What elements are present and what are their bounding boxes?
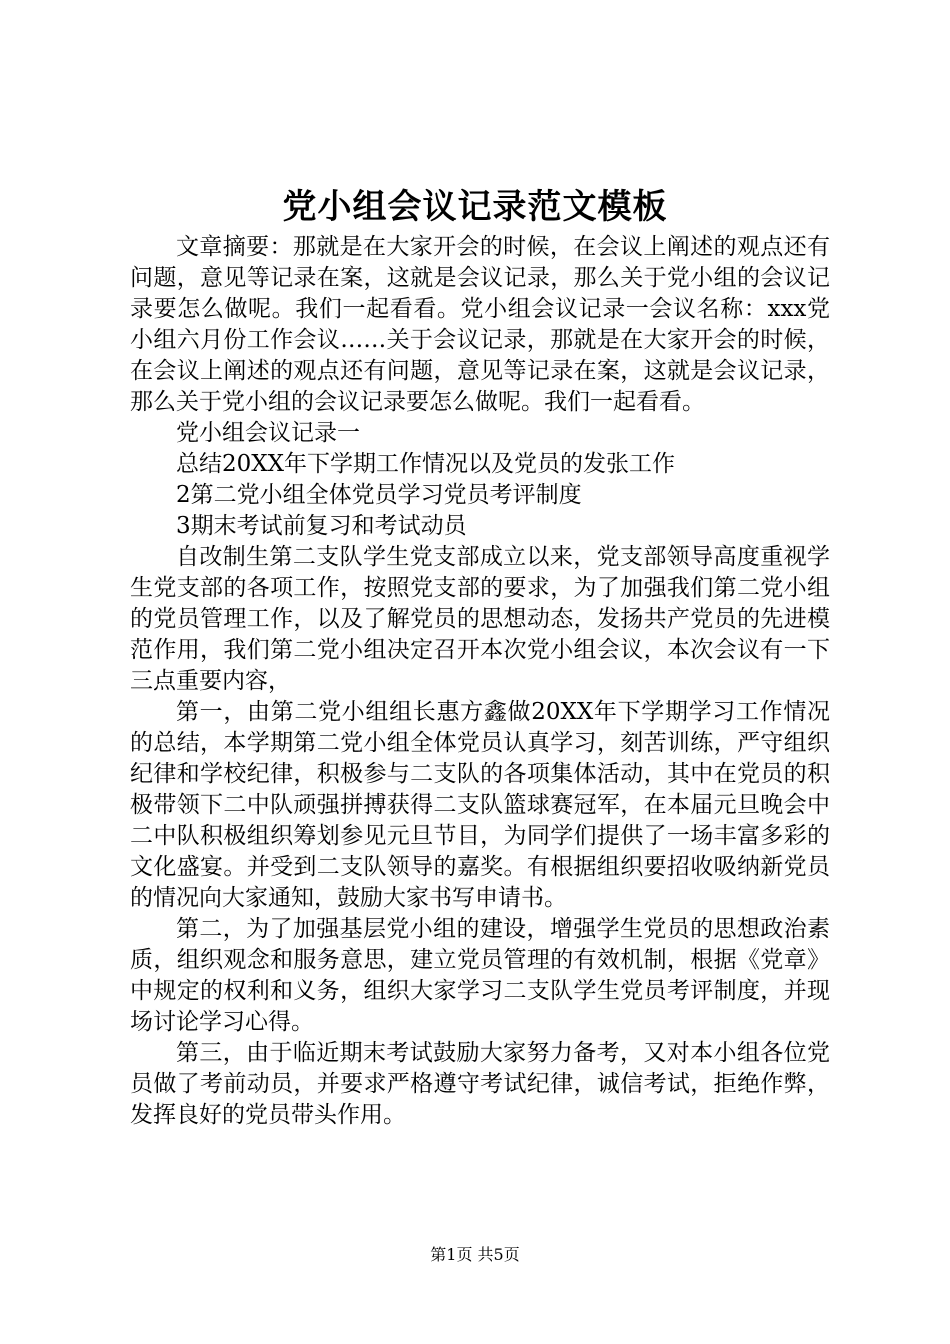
body-paragraph: 自改制生第二支队学生党支部成立以来，党支部领导高度重视学生党支部的各项工作，按照党支部的要求，为了加强我们第二党小组的党员管理工作，以及了解党员的思想动态，发扬共产党员的先进模范作用，我们第二党小组决定召开本次党小组会议，本次会议有一下三点重要内容， xyxy=(130,544,830,694)
body-paragraph: 第三，由于临近期末考试鼓励大家努力备考，又对本小组各位党员做了考前动员，并要求严格遵守考试纪律，诚信考试，拒绝作弊，发挥良好的党员带头作用。 xyxy=(130,1040,830,1128)
agenda-item: 总结20XX年下学期工作情况以及党员的发张工作 xyxy=(176,451,676,477)
body-paragraph: 第二，为了加强基层党小组的建设，增强学生党员的思想政治素质，组织观念和服务意思，建立党员管理的有效机制，根据《党章》中规定的权利和义务，组织大家学习二支队学生党员考评制度，并现场讨论学习心得。 xyxy=(130,916,830,1035)
document-body xyxy=(130,232,830,1131)
agenda-item: 2第二党小组全体党员学习党员考评制度 xyxy=(176,482,582,508)
page-number-footer: 第1页 共5页 xyxy=(430,1245,520,1264)
body-paragraph: 第一，由第二党小组组长惠方鑫做20XX年下学期学习工作情况的总结，本学期第二党小组全体党员认真学习，刻苦训练，严守组织纪律和学校纪律，积极参与二支队的各项集体活动，其中在党员的积极带领下二中队顽强拼搏获得二支队篮球赛冠军，在本届元旦晚会中二中队积极组织筹划参见元旦节目，为同学们提供了一场丰富多彩的文化盛宴。并受到二支队领导的嘉奖。有根据组织要招收吸纳新党员的情况向大家通知，鼓励大家书写申请书。 xyxy=(130,699,830,911)
abstract-paragraph: 文章摘要：那就是在大家开会的时候，在会议上阐述的观点还有问题，意见等记录在案，这就是会议记录，那么关于党小组的会议记录要怎么做呢。我们一起看看。党小组会议记录一会议名称：xxx党小组六月份工作会议……关于会议记录，那就是在大家开会的时候，在会议上阐述的观点还有问题，意见等记录在案，这就是会议记录，那么关于党小组的会议记录要怎么做呢。我们一起看看。 xyxy=(130,234,830,415)
document-title: 党小组会议记录范文模板 xyxy=(282,187,668,227)
agenda-item: 3期末考试前复习和考试动员 xyxy=(176,513,467,539)
section-heading: 党小组会议记录一 xyxy=(176,420,360,446)
